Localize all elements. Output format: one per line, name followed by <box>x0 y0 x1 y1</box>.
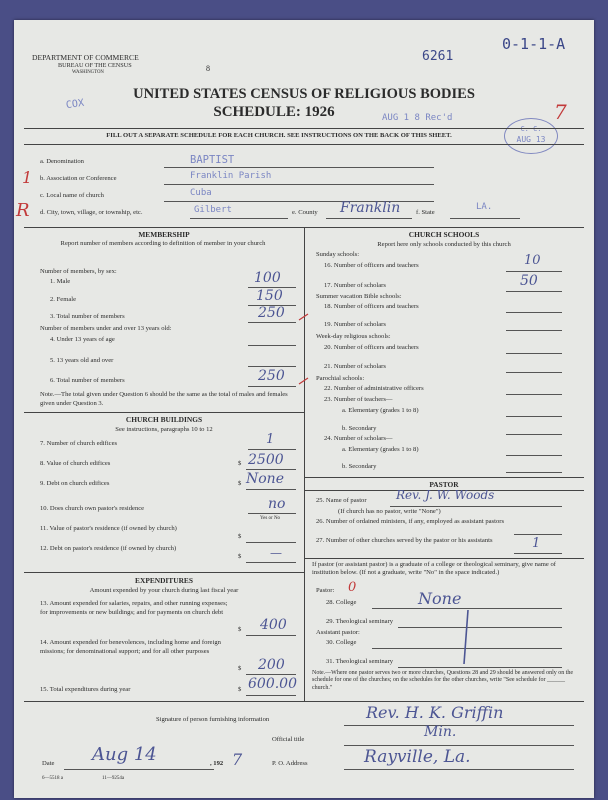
pastor-mark: 0 <box>348 580 357 595</box>
q23-label: 23. Number of teachers— <box>324 396 393 403</box>
form-number: 6261 <box>422 49 454 64</box>
q13-value: 400 <box>260 617 287 633</box>
bureau-name: BUREAU OF THE CENSUS <box>58 62 132 69</box>
expenditures-title: EXPENDITURES <box>135 576 193 585</box>
q25-label: 25. Name of pastor <box>316 497 367 504</box>
city-name: WASHINGTON <box>72 70 104 75</box>
q27-label: 27. Number of other churches served by the pastor or his assistants <box>316 537 493 544</box>
q3-label: 3. Total number of members <box>50 313 125 320</box>
schools-subtitle: Report here only schools conducted by this church <box>377 241 511 248</box>
summer-label: Summer vacation Bible schools: <box>316 293 402 300</box>
expenditures-subtitle: Amount expended by your church during last fiscal year <box>89 587 239 594</box>
association-label: b. Association or Conference <box>40 175 117 182</box>
pastor-title: PASTOR <box>429 480 459 489</box>
q10-value: no <box>268 496 286 512</box>
q13-dollar: $ <box>238 626 242 633</box>
q17-label: 17. Number of scholars <box>324 282 386 289</box>
official-title-value: Min. <box>424 724 457 740</box>
q9-dollar: $ <box>238 480 242 487</box>
year-prefix: , 192 <box>210 760 224 767</box>
county-value: Franklin <box>340 200 401 216</box>
received-stamp: AUG 1 8 Rec'd <box>382 113 453 123</box>
red-tick-q3 <box>298 312 310 322</box>
margin-mark-1: 1 <box>22 168 33 187</box>
q7-value: 1 <box>266 432 275 447</box>
q1-value: 100 <box>254 270 281 286</box>
q10-label: 10. Does church own pastor's residence <box>40 505 145 512</box>
q30-label: 30. College <box>326 639 357 646</box>
classification-code: 0-1-1-A <box>502 35 566 53</box>
q20-label: 20. Number of officers and teachers <box>324 344 419 351</box>
q21-label: 21. Number of scholars <box>324 363 386 370</box>
under-over-label: Number of members under and over 13 years old: <box>40 325 172 332</box>
q1-label: 1. Male <box>50 278 71 285</box>
sunday-label: Sunday schools: <box>316 251 360 258</box>
q12-label: 12. Debt on pastor's residence (if owned by church) <box>40 545 177 552</box>
local-name-value: Cuba <box>190 188 212 198</box>
instruction-line: FILL OUT A SEPARATE SCHEDULE FOR EACH CHURCH. SEE INSTRUCTIONS ON THE BACK OF THIS SHEET. <box>106 132 452 139</box>
assistant-label: Assistant pastor: <box>316 629 360 636</box>
date-value: Aug 14 <box>92 744 157 765</box>
date-stamp-top: C. C. <box>520 125 542 133</box>
q12-dollar: $ <box>238 553 242 560</box>
q23a-label: a. Elementary (grades 1 to 8) <box>342 407 419 414</box>
q23b-label: b. Secondary <box>342 425 377 432</box>
q25-value: Rev. J. W. Woods <box>396 488 495 502</box>
q22-label: 22. Number of administrative officers <box>324 385 424 392</box>
cox-stamp: COX <box>65 97 85 112</box>
q15-label: 15. Total expenditures during year <box>40 686 131 693</box>
local-name-label: c. Local name of church <box>40 192 104 199</box>
city-label: d. City, town, village, or township, etc. <box>40 209 143 216</box>
schools-title: CHURCH SCHOOLS <box>408 230 480 239</box>
signature-label: Signature of person furnishing information <box>156 716 270 723</box>
form-title: UNITED STATES CENSUS OF RELIGIOUS BODIES <box>133 86 475 102</box>
department-name: DEPARTMENT OF COMMERCE <box>32 53 139 62</box>
q28-label: 28. College <box>326 599 357 606</box>
q24-label: 24. Number of scholars— <box>324 435 393 442</box>
q2-value: 150 <box>256 288 283 304</box>
official-title-label: Official title <box>272 736 305 743</box>
po-address-label: P. O. Address <box>272 760 308 767</box>
po-address-value: Rayville, La. <box>364 747 471 767</box>
q16-value: 10 <box>524 253 541 268</box>
q5-label: 5. 13 years old and over <box>50 357 114 364</box>
census-schedule-sheet <box>14 20 594 798</box>
red-tick-q6 <box>298 376 310 386</box>
denomination-label: a. Denomination <box>40 158 84 165</box>
q8-dollar: $ <box>238 460 242 467</box>
q13-label: 13. Amount expended for salaries, repairs, and other running expenses; for improvements or new buildings; and for payments on church debt <box>40 600 228 616</box>
q17-value: 50 <box>520 273 538 289</box>
q14-label: 14. Amount expended for benevolences, including home and foreign missions; for denominational support; and for all other purposes <box>40 639 221 655</box>
q15-dollar: $ <box>238 686 242 693</box>
q26-label: 26. Number of ordained ministers, if any, employed as assistant pastors <box>316 518 505 525</box>
q4-label: 4. Under 13 years of age <box>50 336 115 343</box>
q18-label: 18. Number of officers and teachers <box>324 303 419 310</box>
membership-title: MEMBERSHIP <box>138 230 190 239</box>
q28-value: None <box>418 589 462 608</box>
q6-value: 250 <box>258 368 285 384</box>
state-value: LA. <box>476 202 493 212</box>
q19-label: 19. Number of scholars <box>324 321 386 328</box>
signature-value: Rev. H. K. Griffin <box>366 703 504 722</box>
q15-value: 600.00 <box>248 676 297 692</box>
schedule-title: SCHEDULE: 1926 <box>213 104 335 120</box>
red-number-mark: 7 <box>554 100 567 124</box>
q29-label: 29. Theological seminary <box>326 618 394 625</box>
q11-dollar: $ <box>238 533 242 540</box>
q27-value: 1 <box>532 536 541 551</box>
pastor-slash-mark <box>454 608 474 668</box>
q31-label: 31. Theological seminary <box>326 658 394 665</box>
q24b-label: b. Secondary <box>342 463 377 470</box>
q12-dash: — <box>270 546 282 560</box>
membership-note: Note.—The total given under Question 6 should be the same as the total of males and females given under Question 3. <box>40 391 288 407</box>
form-code-2: 11—9254a <box>102 776 125 781</box>
city-value: Gilbert <box>194 205 232 215</box>
by-sex-label: Number of members, by sex: <box>40 268 117 275</box>
q24a-label: a. Elementary (grades 1 to 8) <box>342 446 419 453</box>
form-code: 6—5518 a <box>42 776 63 781</box>
pastor-note: Note.—Where one pastor serves two or more churches, Questions 28 and 29 should be answered only on the schedule for one of the churches; on the schedules for the other churches, write "See schedule for ______ church." <box>312 670 574 691</box>
q6-label: 6. Total number of members <box>50 377 125 384</box>
q14-value: 200 <box>258 657 285 673</box>
membership-subtitle: Report number of members according to definition of member in your church <box>60 240 266 247</box>
denomination-value: BAPTIST <box>190 154 235 166</box>
q14-dollar: $ <box>238 665 242 672</box>
date-stamp-bottom: AUG 13 <box>516 135 546 144</box>
pastor-label: Pastor: <box>316 587 335 594</box>
q8-value: 2500 <box>248 452 284 468</box>
buildings-subtitle: See instructions, paragraphs 10 to 12 <box>115 426 213 433</box>
q25-note: (If church has no pastor, write "None") <box>338 508 441 515</box>
weekday-label: Week-day religious schools: <box>316 333 391 340</box>
county-label: e. County <box>292 209 318 216</box>
q3-value: 250 <box>258 305 285 321</box>
q8-label: 8. Value of church edifices <box>40 460 111 467</box>
q7-label: 7. Number of church edifices <box>40 440 118 447</box>
buildings-title: CHURCH BUILDINGS <box>125 415 203 424</box>
association-value: Franklin Parish <box>190 171 272 181</box>
q2-label: 2. Female <box>50 296 77 303</box>
q9-label: 9. Debt on church edifices <box>40 480 110 487</box>
header-number-8: 8 <box>206 64 210 73</box>
q9-value: None <box>246 471 284 487</box>
date-label: Date <box>42 760 55 767</box>
margin-mark-r: R <box>16 200 30 221</box>
college-intro: If pastor (or assistant pastor) is a graduate of a college or theological seminary, give name of institution below. (If not a graduate, write "No" in the space indicated.) <box>312 561 557 577</box>
q11-label: 11. Value of pastor's residence (if owned by church) <box>40 525 177 532</box>
year-digit: 7 <box>232 750 243 769</box>
q16-label: 16. Number of officers and teachers <box>324 262 419 269</box>
yes-no-hint: Yes or No <box>260 516 281 521</box>
parochial-label: Parochial schools: <box>316 375 365 382</box>
state-label: f. State <box>416 209 435 216</box>
